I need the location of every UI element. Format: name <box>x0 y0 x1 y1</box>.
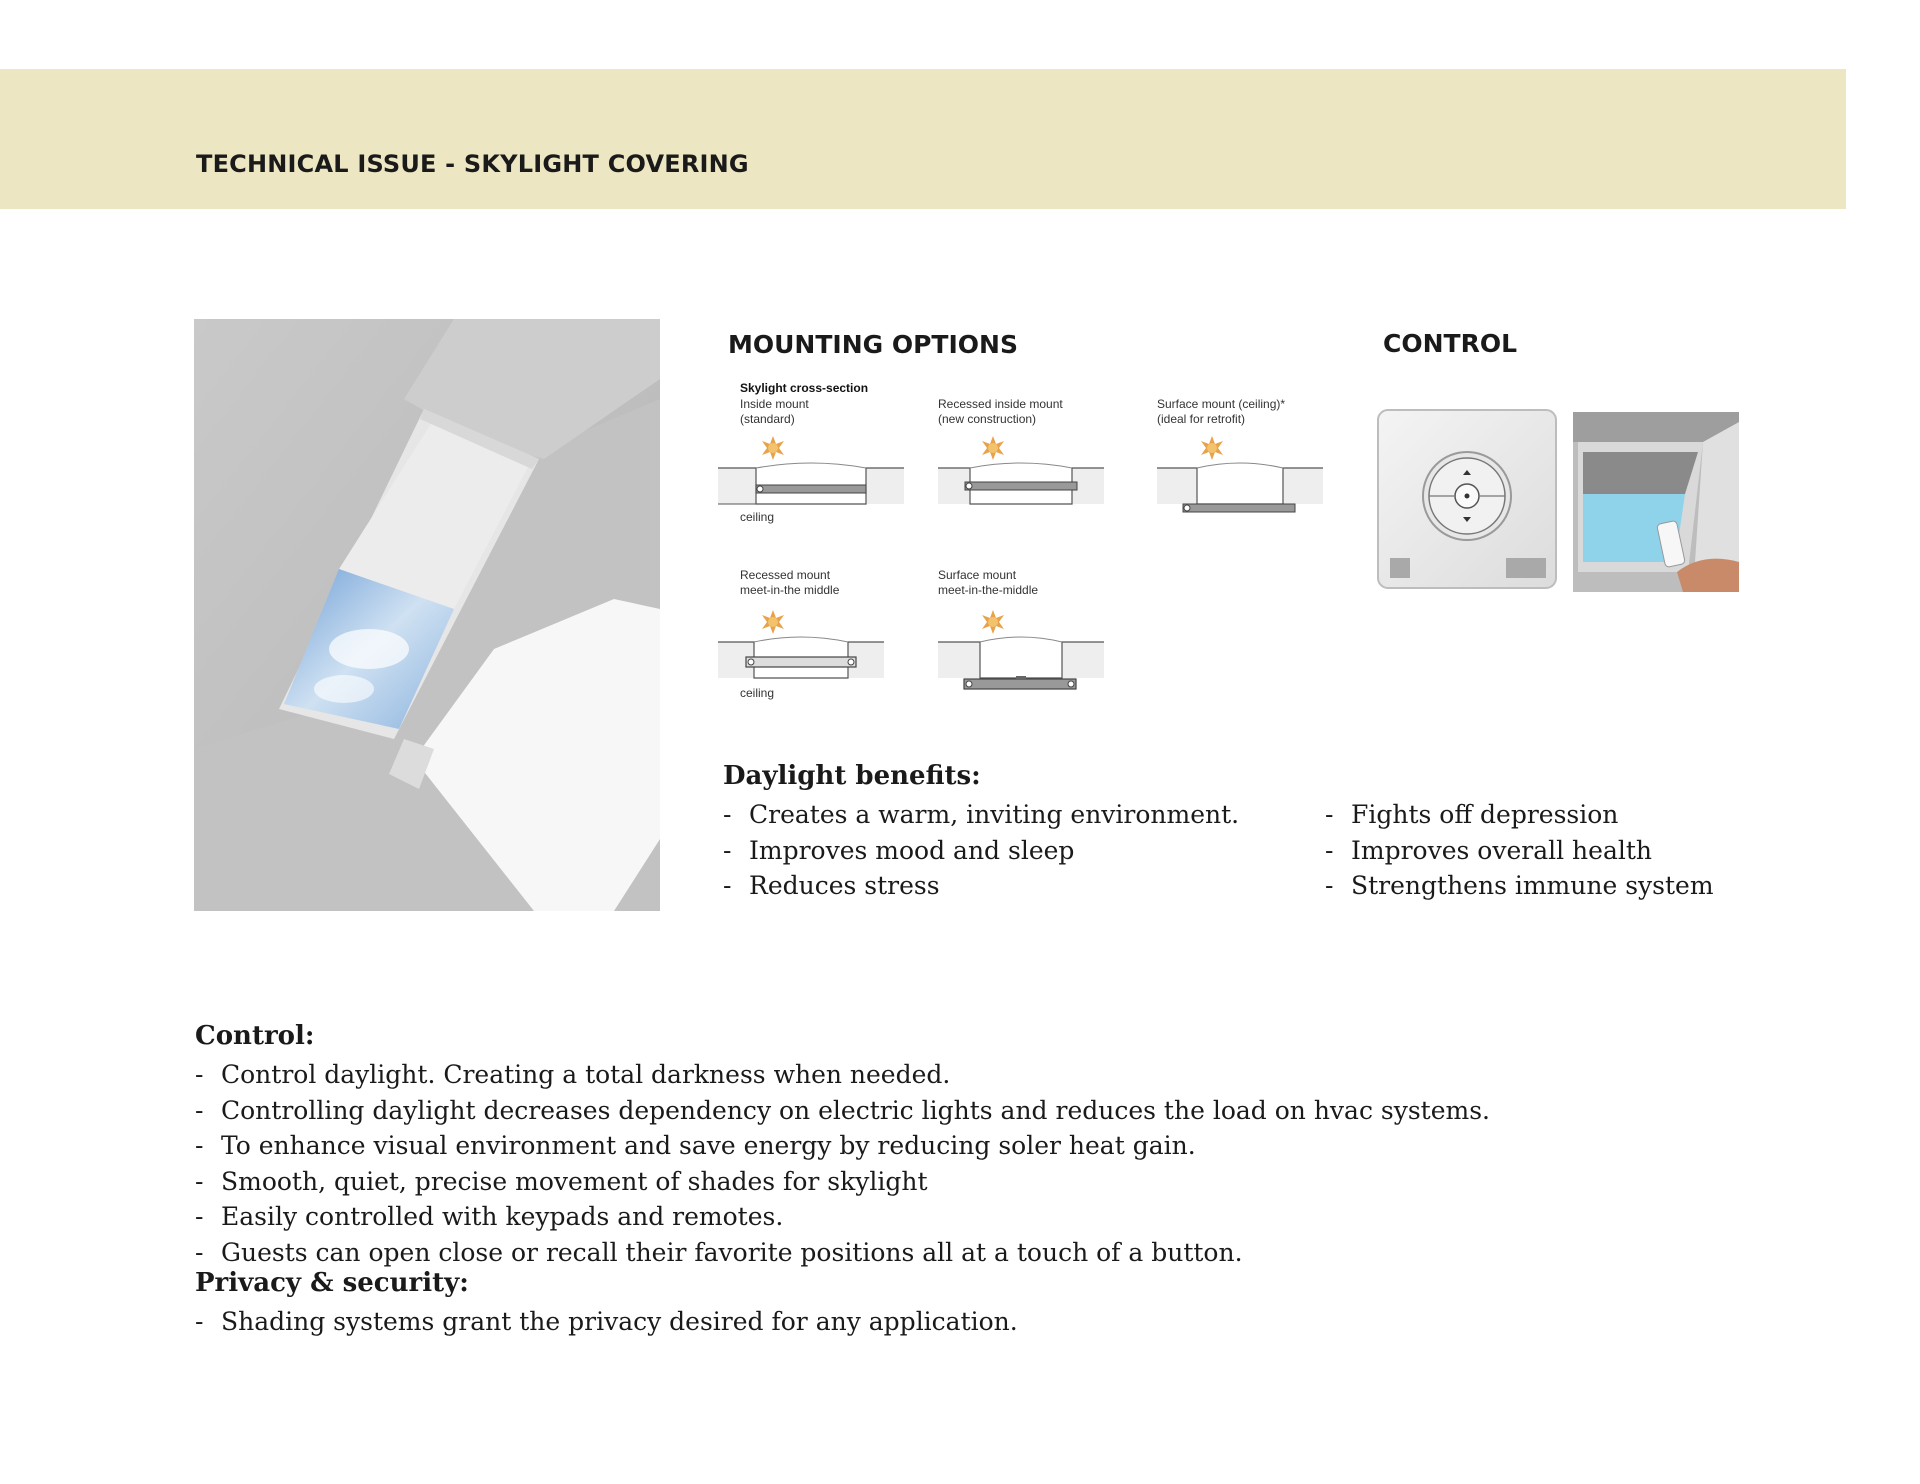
ceiling-label-2: ceiling <box>740 686 775 700</box>
ceiling-label-1: ceiling <box>740 510 775 524</box>
cross-section-title: Skylight cross-section <box>740 381 869 395</box>
daylight-benefits-right-list <box>1325 797 1714 904</box>
mounting-options-heading: MOUNTING OPTIONS <box>728 330 1018 359</box>
control-title: Control: <box>195 1021 315 1051</box>
skylight-photo <box>194 319 660 911</box>
header-banner <box>0 69 1846 209</box>
control-heading: CONTROL <box>1383 329 1518 358</box>
privacy-title: Privacy & security: <box>195 1268 469 1298</box>
diagram-surface-meet-middle <box>938 600 1104 700</box>
list-item: - Guests can open close or recall their favorite positions all at a touch of a button. <box>195 1237 1243 1267</box>
list-item: - Control daylight. Creating a total darkness when needed. <box>195 1060 951 1089</box>
mount-label-recessed-middle: Recessed mount meet-in-the middle <box>740 568 840 597</box>
list-item: - Fights off depression <box>1325 800 1619 829</box>
list-item: - Improves overall health <box>1325 835 1652 865</box>
mount-label-surface: Surface mount (ceiling)* (ideal for retrofit) <box>1157 397 1286 426</box>
list-item: - Reduces stress <box>723 871 940 900</box>
diagram-recessed-meet-middle <box>718 600 884 700</box>
privacy-list <box>195 1304 1018 1340</box>
list-item: - Controlling daylight decreases dependency on electric lights and reduces the load on hvac systems. <box>195 1095 1491 1125</box>
list-item: - Shading systems grant the privacy desired for any application. <box>195 1307 1018 1336</box>
keypad-image <box>1376 408 1558 590</box>
page-title: TECHNICAL ISSUE - SKYLIGHT COVERING <box>196 150 749 178</box>
remote-control-photo <box>1573 412 1739 592</box>
diagram-recessed-inside-mount <box>938 430 1104 530</box>
list-item: - Creates a warm, inviting environment. <box>723 800 1240 829</box>
diagram-surface-mount <box>1157 430 1323 530</box>
mount-label-inside: Inside mount (standard) <box>740 397 809 426</box>
daylight-benefits-title: Daylight benefits: <box>723 761 981 791</box>
sun-icon <box>762 436 784 460</box>
list-item: - Smooth, quiet, precise movement of shades for skylight <box>195 1166 928 1196</box>
list-item: - Strengthens immune system <box>1325 871 1714 900</box>
mount-label-recessed-inside: Recessed inside mount (new construction) <box>938 397 1063 426</box>
list-item: - To enhance visual environment and save energy by reducing soler heat gain. <box>195 1131 1196 1160</box>
daylight-benefits-left-list <box>723 797 1239 904</box>
control-list <box>195 1057 1490 1270</box>
list-item: - Easily controlled with keypads and remotes. <box>195 1202 784 1231</box>
mount-label-surface-middle: Surface mount meet-in-the-middle <box>938 568 1039 597</box>
list-item: - Improves mood and sleep <box>723 835 1075 865</box>
